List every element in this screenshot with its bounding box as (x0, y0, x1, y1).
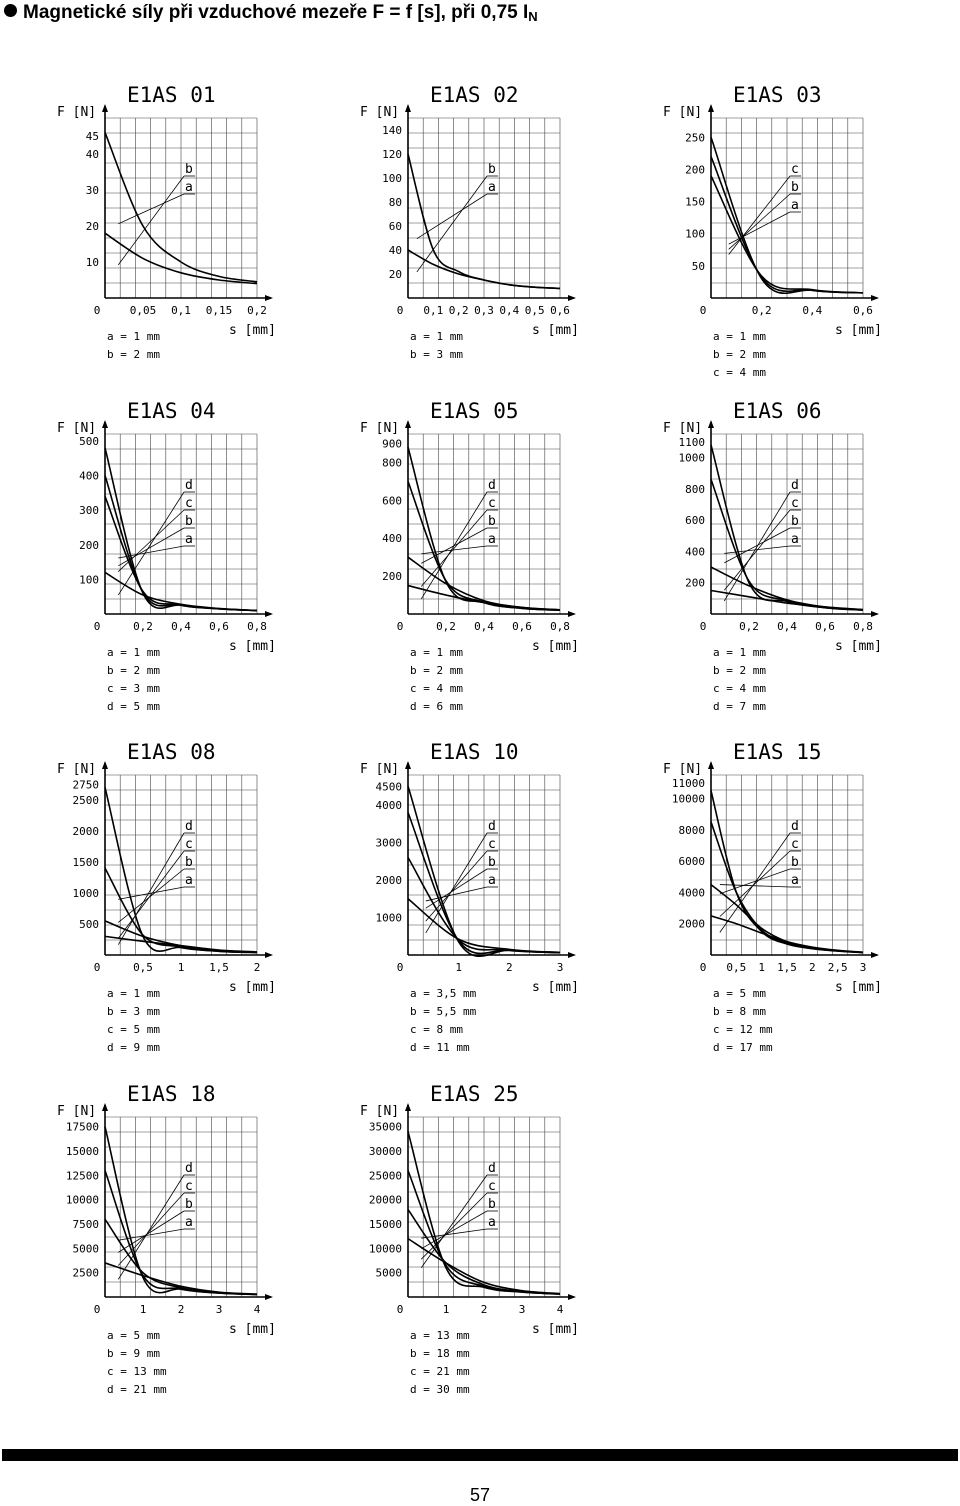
y-tick-label: 45 (85, 130, 99, 143)
y-tick-label: 7500 (72, 1218, 99, 1232)
legend-entry: d = 5 mm (107, 700, 160, 713)
legend-entry: a = 1 mm (107, 330, 160, 343)
chart-title: E1AS 04 (127, 399, 216, 423)
y-tick-label: 8000 (678, 823, 705, 837)
y-tick-label: 11000 (671, 776, 705, 790)
series-label-c: c (185, 1179, 193, 1194)
chart-title: E1AS 15 (733, 740, 822, 764)
series-leader-line (421, 1211, 487, 1249)
y-tick-label: 200 (685, 163, 705, 177)
x-tick-label: 2 (480, 1303, 488, 1316)
series-label-c: c (791, 496, 799, 511)
y-axis-label: F [N] (57, 762, 97, 777)
x-tick-label: 2 (177, 1303, 185, 1316)
series-label-a: a (791, 198, 799, 213)
y-tick-label: 5000 (375, 1266, 402, 1280)
y-axis-label: F [N] (57, 105, 97, 120)
x-tick-label: 0 (93, 304, 101, 317)
legend-entry: d = 17 mm (713, 1041, 773, 1054)
x-tick-label: 0 (396, 620, 404, 633)
x-tick-label: 0,6 (209, 620, 229, 633)
y-axis-label: F [N] (663, 421, 703, 436)
chart-e1as-04 (57, 399, 276, 713)
x-axis-arrow (871, 611, 879, 617)
x-axis-arrow (568, 611, 576, 617)
chart-title: E1AS 08 (127, 740, 216, 764)
series-label-a: a (185, 180, 193, 195)
x-tick-label: 1 (139, 1303, 147, 1316)
y-tick-label: 600 (685, 514, 705, 528)
legend-entry: c = 4 mm (410, 682, 463, 695)
y-tick-label: 4000 (678, 886, 705, 900)
y-tick-label: 200 (685, 576, 705, 590)
legend-entry: b = 9 mm (107, 1347, 160, 1360)
chart-title: E1AS 01 (127, 83, 216, 107)
x-axis-label: s [mm] (532, 639, 579, 654)
series-leader-line (720, 851, 790, 916)
series-label-a: a (791, 532, 799, 547)
x-tick-label: 1 (455, 961, 462, 974)
legend-entry: c = 4 mm (713, 366, 766, 379)
series-label-b: b (488, 855, 496, 870)
y-tick-label: 400 (79, 469, 99, 483)
legend-entry: a = 1 mm (107, 646, 160, 659)
x-axis-label: s [mm] (229, 323, 276, 338)
y-axis-label: F [N] (360, 762, 400, 777)
x-tick-label: 0 (699, 961, 707, 974)
y-tick-label: 600 (382, 494, 402, 508)
y-axis-arrow (405, 1103, 411, 1111)
x-tick-label: 0 (396, 304, 404, 317)
y-tick-label: 15000 (368, 1218, 402, 1232)
y-tick-label: 1100 (678, 435, 705, 449)
y-tick-label: 4500 (375, 780, 402, 794)
x-tick-label: 0 (396, 961, 404, 974)
series-label-c: c (185, 837, 193, 852)
y-tick-label: 250 (685, 131, 705, 145)
series-label-b: b (791, 180, 799, 195)
x-tick-label: 1 (177, 961, 185, 974)
x-tick-label: 2 (253, 961, 261, 974)
x-tick-label: 0,8 (853, 620, 873, 633)
x-tick-label: 1,5 (209, 961, 229, 974)
y-tick-label: 2000 (375, 874, 402, 887)
x-tick-label: 0,1 (171, 304, 191, 317)
legend-entry: b = 3 mm (107, 1005, 160, 1018)
chart-e1as-10 (360, 740, 579, 1054)
x-tick-label: 1,5 (777, 961, 797, 974)
series-label-c: c (791, 837, 799, 852)
x-axis-label: s [mm] (835, 639, 882, 654)
x-tick-label: 0,8 (247, 620, 267, 633)
x-tick-label: 3 (556, 961, 564, 974)
x-axis-arrow (265, 952, 273, 958)
chart-e1as-03 (663, 83, 882, 379)
x-tick-label: 0 (93, 1303, 101, 1316)
series-label-c: c (488, 496, 496, 511)
y-tick-label: 100 (382, 172, 402, 185)
legend-entry: b = 2 mm (107, 348, 160, 361)
series-label-b: b (185, 162, 193, 177)
series-label-b: b (185, 1197, 193, 1212)
y-tick-label: 20 (388, 268, 402, 281)
x-tick-label: 2,5 (827, 961, 848, 974)
chart-title: E1AS 25 (430, 1082, 519, 1106)
y-tick-label: 40 (85, 148, 99, 161)
x-axis-label: s [mm] (229, 980, 276, 995)
series-label-d: d (488, 819, 496, 834)
x-tick-label: 0,3 (474, 304, 494, 317)
y-tick-label: 2500 (72, 793, 99, 807)
x-tick-label: 0,2 (739, 620, 759, 633)
y-tick-label: 20000 (368, 1193, 402, 1207)
legend-entry: a = 3,5 mm (410, 987, 477, 1000)
x-tick-label: 0,5 (524, 304, 545, 317)
x-tick-label: 0,1 (423, 304, 444, 317)
y-tick-label: 10000 (368, 1242, 402, 1256)
y-axis-arrow (708, 420, 714, 428)
y-tick-label: 3000 (375, 836, 402, 850)
y-tick-label: 2000 (678, 917, 705, 931)
x-tick-label: 3 (518, 1303, 526, 1316)
legend-entry: a = 1 mm (410, 646, 463, 659)
series-leader-line (417, 176, 487, 272)
x-tick-label: 0,2 (247, 304, 267, 317)
y-tick-label: 150 (685, 195, 705, 209)
y-tick-label: 140 (382, 124, 402, 137)
legend-entry: c = 3 mm (107, 682, 160, 695)
y-tick-label: 20 (85, 220, 99, 233)
x-tick-label: 0,5 (726, 961, 747, 974)
x-tick-label: 0 (699, 304, 707, 317)
x-tick-label: 0,8 (550, 620, 570, 633)
x-axis-arrow (265, 1294, 273, 1300)
x-axis-arrow (568, 295, 576, 301)
series-label-a: a (185, 1215, 193, 1230)
footer-bar (2, 1449, 958, 1461)
chart-e1as-18 (57, 1082, 276, 1396)
y-tick-label: 2000 (72, 824, 99, 838)
series-label-b: b (791, 514, 799, 529)
y-axis-arrow (405, 761, 411, 769)
y-axis-arrow (102, 1103, 108, 1111)
legend-entry: b = 2 mm (410, 664, 463, 677)
chart-title: E1AS 18 (127, 1082, 216, 1106)
x-tick-label: 1 (442, 1303, 450, 1316)
series-leader-line (720, 885, 790, 887)
y-tick-label: 200 (382, 570, 402, 584)
x-tick-label: 0,5 (133, 961, 153, 974)
x-tick-label: 2 (506, 961, 513, 974)
legend-entry: d = 21 mm (107, 1383, 167, 1396)
x-tick-label: 4 (253, 1303, 261, 1316)
y-tick-label: 900 (382, 437, 402, 451)
y-tick-label: 400 (382, 532, 402, 546)
x-axis-label: s [mm] (835, 980, 882, 995)
legend-entry: c = 21 mm (410, 1365, 470, 1378)
series-label-b: b (488, 1197, 496, 1212)
y-tick-label: 50 (691, 259, 705, 273)
y-tick-label: 800 (382, 456, 402, 470)
legend-entry: d = 6 mm (410, 700, 463, 713)
x-axis-label: s [mm] (835, 323, 882, 338)
y-tick-label: 2500 (72, 1266, 99, 1280)
y-tick-label: 1500 (72, 855, 99, 869)
y-tick-label: 300 (79, 504, 99, 518)
y-axis-label: F [N] (360, 105, 400, 120)
y-axis-label: F [N] (57, 1104, 97, 1119)
series-leader-line (118, 176, 184, 265)
chart-title: E1AS 03 (733, 83, 822, 107)
series-label-c: c (488, 1179, 496, 1194)
y-axis-label: F [N] (663, 762, 703, 777)
legend-entry: b = 2 mm (713, 664, 766, 677)
x-axis-arrow (568, 1294, 576, 1300)
x-tick-label: 0 (93, 620, 101, 633)
legend-entry: a = 1 mm (410, 330, 463, 343)
y-axis-arrow (102, 761, 108, 769)
legend-entry: b = 8 mm (713, 1005, 766, 1018)
y-tick-label: 30000 (368, 1145, 402, 1159)
page-number: 57 (469, 1485, 491, 1505)
x-tick-label: 0 (93, 961, 101, 974)
legend-entry: b = 2 mm (107, 664, 160, 677)
series-label-a: a (185, 532, 193, 547)
y-tick-label: 10000 (65, 1193, 99, 1207)
y-tick-label: 100 (685, 227, 705, 241)
legend-entry: d = 7 mm (713, 700, 766, 713)
series-label-d: d (791, 478, 799, 493)
chart-e1as-25 (360, 1082, 579, 1396)
series-label-a: a (185, 873, 193, 888)
x-tick-label: 3 (215, 1303, 223, 1316)
chart-e1as-06 (663, 399, 882, 713)
y-axis-arrow (405, 104, 411, 112)
x-axis-arrow (568, 952, 576, 958)
y-tick-label: 1000 (678, 451, 705, 465)
legend-entry: c = 13 mm (107, 1365, 167, 1378)
legend-entry: c = 5 mm (107, 1023, 160, 1036)
y-axis-arrow (102, 104, 108, 112)
y-tick-label: 120 (382, 148, 402, 161)
y-tick-label: 4000 (375, 799, 402, 812)
x-axis-arrow (871, 952, 879, 958)
x-tick-label: 2 (809, 961, 816, 974)
y-tick-label: 15000 (65, 1145, 99, 1159)
legend-entry: a = 1 mm (713, 646, 766, 659)
series-label-d: d (185, 819, 193, 834)
x-tick-label: 0,4 (474, 620, 494, 633)
x-tick-label: 0 (396, 1303, 404, 1316)
series-label-b: b (185, 514, 193, 529)
series-label-c: c (488, 837, 496, 852)
series-leader-line (118, 1211, 184, 1252)
y-axis-label: F [N] (57, 421, 97, 436)
heading-subscript: N (528, 9, 538, 24)
y-tick-label: 2750 (72, 778, 99, 792)
series-label-a: a (488, 532, 496, 547)
series-leader-line (729, 176, 790, 254)
legend-entry: a = 5 mm (713, 987, 766, 1000)
x-tick-label: 0,2 (436, 620, 456, 633)
x-tick-label: 0,2 (448, 304, 469, 317)
x-tick-label: 0,4 (499, 304, 520, 317)
chart-title: E1AS 10 (430, 740, 519, 764)
y-axis-arrow (405, 420, 411, 428)
chart-e1as-05 (360, 399, 579, 713)
legend-entry: c = 12 mm (713, 1023, 773, 1036)
x-tick-label: 0,6 (512, 620, 532, 633)
x-tick-label: 1 (758, 961, 765, 974)
y-tick-label: 25000 (368, 1169, 402, 1183)
y-tick-label: 400 (685, 545, 705, 559)
y-tick-label: 10000 (671, 792, 705, 806)
series-label-d: d (488, 1161, 496, 1176)
y-tick-label: 35000 (368, 1120, 402, 1134)
y-tick-label: 60 (388, 220, 402, 233)
x-tick-label: 0,15 (205, 304, 233, 317)
chart-e1as-01 (57, 83, 276, 361)
x-tick-label: 0,05 (129, 304, 157, 317)
chart-title: E1AS 05 (430, 399, 519, 423)
y-axis-label: F [N] (360, 1104, 400, 1119)
x-tick-label: 0,2 (133, 620, 153, 633)
series-label-d: d (488, 478, 496, 493)
series-label-d: d (185, 1161, 193, 1176)
y-tick-label: 80 (388, 196, 402, 209)
series-leader-line (720, 833, 790, 932)
x-axis-label: s [mm] (229, 639, 276, 654)
y-axis-arrow (708, 104, 714, 112)
legend-entry: a = 1 mm (107, 987, 160, 1000)
x-tick-label: 0,4 (171, 620, 191, 633)
legend-entry: c = 8 mm (410, 1023, 463, 1036)
x-axis-arrow (265, 611, 273, 617)
series-label-a: a (488, 180, 496, 195)
x-axis-arrow (265, 295, 273, 301)
heading-main: Magnetické síly při vzduchové mezeře F = f [s], při 0,75 I (23, 2, 529, 23)
y-tick-label: 500 (79, 434, 99, 448)
y-tick-label: 800 (685, 482, 705, 496)
y-tick-label: 12500 (65, 1169, 99, 1183)
series-label-a: a (488, 1215, 496, 1230)
series-leader-line (417, 194, 487, 239)
y-tick-label: 6000 (678, 855, 705, 869)
y-tick-label: 1000 (72, 886, 99, 900)
y-tick-label: 500 (79, 917, 99, 931)
legend-entry: d = 9 mm (107, 1041, 160, 1054)
legend-entry: d = 30 mm (410, 1383, 470, 1396)
y-axis-arrow (102, 420, 108, 428)
series-leader-line (118, 869, 184, 922)
chart-e1as-02 (360, 83, 579, 361)
series-label-c: c (185, 496, 193, 511)
series-leader-line (426, 833, 487, 933)
chart-title: E1AS 06 (733, 399, 822, 423)
series-label-b: b (185, 855, 193, 870)
series-label-b: b (791, 855, 799, 870)
chart-e1as-08 (57, 740, 276, 1054)
y-tick-label: 17500 (65, 1120, 99, 1134)
y-tick-label: 40 (388, 244, 402, 257)
legend-entry: b = 3 mm (410, 348, 463, 361)
series-leader-line (724, 510, 790, 590)
series-label-c: c (791, 162, 799, 177)
x-tick-label: 3 (859, 961, 867, 974)
chart-e1as-15 (663, 740, 882, 1054)
series-label-b: b (488, 162, 496, 177)
series-label-a: a (488, 873, 496, 888)
legend-entry: a = 13 mm (410, 1329, 470, 1342)
y-axis-arrow (708, 761, 714, 769)
y-tick-label: 100 (79, 573, 99, 587)
x-axis-label: s [mm] (532, 323, 579, 338)
y-tick-label: 5000 (72, 1242, 99, 1256)
x-tick-label: 0,6 (815, 620, 835, 633)
x-axis-label: s [mm] (229, 1322, 276, 1337)
chart-title: E1AS 02 (430, 83, 519, 107)
x-tick-label: 0 (699, 620, 707, 633)
y-axis-label: F [N] (663, 105, 703, 120)
legend-entry: a = 5 mm (107, 1329, 160, 1342)
series-leader-line (421, 1193, 487, 1259)
series-leader-line (118, 510, 184, 572)
legend-entry: b = 2 mm (713, 348, 766, 361)
x-axis-label: s [mm] (532, 1322, 579, 1337)
x-tick-label: 0,4 (777, 620, 797, 633)
y-tick-label: 30 (85, 184, 99, 197)
series-leader-line (426, 851, 487, 921)
legend-entry: d = 11 mm (410, 1041, 470, 1054)
series-leader-line (118, 194, 184, 224)
x-axis-arrow (871, 295, 879, 301)
y-tick-label: 200 (79, 538, 99, 552)
x-tick-label: 0,6 (550, 304, 570, 317)
legend-entry: b = 18 mm (410, 1347, 470, 1360)
series-label-a: a (791, 873, 799, 888)
x-axis-label: s [mm] (532, 980, 579, 995)
legend-entry: b = 5,5 mm (410, 1005, 477, 1018)
x-tick-label: 0,2 (751, 304, 772, 317)
legend-entry: a = 1 mm (713, 330, 766, 343)
series-label-d: d (185, 478, 193, 493)
x-tick-label: 0,6 (853, 304, 873, 317)
x-tick-label: 4 (556, 1303, 564, 1316)
x-tick-label: 0,4 (802, 304, 823, 317)
y-tick-label: 1000 (375, 911, 402, 925)
legend-entry: c = 4 mm (713, 682, 766, 695)
y-tick-label: 10 (85, 256, 99, 269)
series-label-b: b (488, 514, 496, 529)
y-axis-label: F [N] (360, 421, 400, 436)
series-label-d: d (791, 819, 799, 834)
